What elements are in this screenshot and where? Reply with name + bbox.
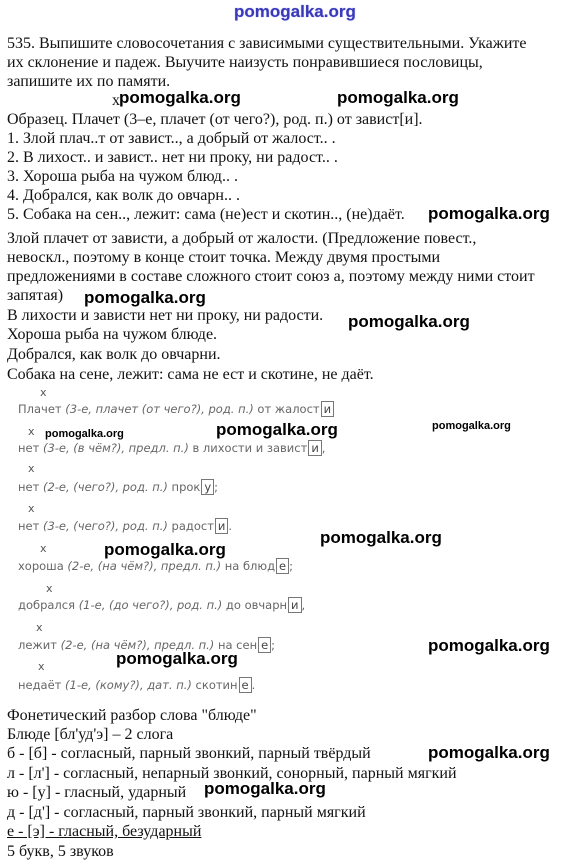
x-mark: x — [40, 386, 47, 399]
answer-line-6: Хороша рыба на чужом блюде. — [7, 326, 218, 343]
watermark: pomogalka.org — [428, 204, 550, 223]
answer-line-1: Злой плачет от зависти, а добрый от жалости. (Предложение повест., — [7, 230, 477, 247]
exercise-line-1: 1. Злой плач..т от завист.., а добрый от жалост.. . — [7, 130, 336, 147]
watermark: pomogalka.org — [119, 88, 241, 107]
watermark: pomogalka.org — [216, 420, 338, 439]
x-mark: x — [28, 425, 35, 438]
handwritten-row-2: нет (3-е, (в чём?), предл. п.) в лихости и завист и , — [18, 441, 326, 455]
watermark: pomogalka.org — [432, 420, 511, 432]
x-mark: x — [38, 660, 45, 673]
site-header[interactable]: pomogalka.org — [234, 2, 356, 21]
task-line-3: запишите их по памяти. — [7, 73, 171, 90]
task-line-1: 535. Выпишите словосочетания с зависимыми существительными. Укажите — [7, 35, 527, 52]
watermark: pomogalka.org — [45, 428, 124, 440]
answer-line-8: Собака на сене, лежит: сама не ест и скотине, не даёт. — [7, 366, 374, 383]
watermark: pomogalka.org — [204, 779, 326, 798]
answer-line-2: невоскл., поэтому в конце стоит точка. Между двумя простыми — [7, 249, 441, 266]
handwritten-row-1: Плачет (3-е, плачет (от чего?), род. п.) от жалост и — [18, 401, 334, 417]
watermark: pomogalka.org — [320, 528, 442, 547]
phonetic-letter-e: е - [э] - гласный, безударный — [7, 823, 202, 840]
handwritten-row-7: лежит (2-е, (на чём?), предл. п.) на сен е ; — [18, 638, 276, 652]
x-mark: x — [28, 462, 35, 475]
watermark: pomogalka.org — [116, 649, 238, 668]
handwritten-row-3: нет (2-е, (чего?), род. п.) прок у ; — [18, 480, 219, 494]
x-mark: x — [46, 582, 53, 595]
watermark: pomogalka.org — [84, 288, 206, 307]
sample-line: Образец. Плачет (3–е, плачет (от чего?), род. п.) от завист[и]. — [7, 111, 423, 128]
x-mark: x — [36, 621, 43, 634]
phonetic-letter-b: б - [б] - согласный, парный звонкий, парный твёрдый — [7, 745, 371, 762]
watermark: pomogalka.org — [428, 743, 550, 762]
phonetic-transcription: Блюде [бл'уд'э] – 2 слога — [7, 726, 174, 743]
exercise-line-2: 2. В лихост.. и завист.. нет ни проку, ни радост.. . — [7, 149, 338, 166]
watermark: pomogalka.org — [104, 540, 226, 559]
watermark: pomogalka.org — [428, 636, 550, 655]
answer-line-7: Добрался, как волк до овчарни. — [7, 346, 221, 363]
phonetic-letter-d: д - [д'] - согласный, парный звонкий, парный мягкий — [7, 804, 366, 821]
x-mark: x — [112, 92, 120, 109]
x-mark: x — [40, 542, 47, 555]
phonetic-letter-yu: ю - [у] - гласный, ударный — [7, 784, 187, 801]
x-mark: x — [28, 502, 35, 515]
phonetic-letter-l: л - [л'] - согласный, непарный звонкий, сонорный, парный мягкий — [7, 765, 457, 782]
phonetic-summary: 5 букв, 5 звуков — [7, 843, 114, 860]
phonetic-title: Фонетический разбор слова "блюде" — [7, 707, 257, 724]
answer-line-4: запятая) — [7, 287, 64, 304]
watermark: pomogalka.org — [348, 312, 470, 331]
watermark: pomogalka.org — [337, 88, 459, 107]
handwritten-row-4: нет (3-е, (чего?), род. п.) радост и . — [18, 519, 233, 533]
answer-line-3: предложениями в составе сложного стоит союз а, поэтому между ними стоит — [7, 268, 535, 285]
answer-line-5: В лихости и зависти нет ни проку, ни радости. — [7, 307, 324, 324]
handwritten-row-5: хороша (2-е, (на чём?), предл. п.) на блюд е ; — [18, 559, 293, 573]
exercise-line-3: 3. Хороша рыба на чужом блюд.. . — [7, 168, 238, 185]
exercise-line-5: 5. Собака на сен.., лежит: сама (не)ест и скотин.., (не)даёт. — [7, 206, 405, 223]
task-line-2: их склонение и падеж. Выучите наизусть понравившиеся пословицы, — [7, 54, 483, 71]
handwritten-row-6: добрался (1-е, (до чего?), род. п.) до овчарн и , — [18, 598, 306, 612]
exercise-line-4: 4. Добрался, как волк до овчарн.. . — [7, 187, 240, 204]
handwritten-row-8: недаёт (1-е, (кому?), дат. п.) скотин е . — [18, 678, 256, 692]
